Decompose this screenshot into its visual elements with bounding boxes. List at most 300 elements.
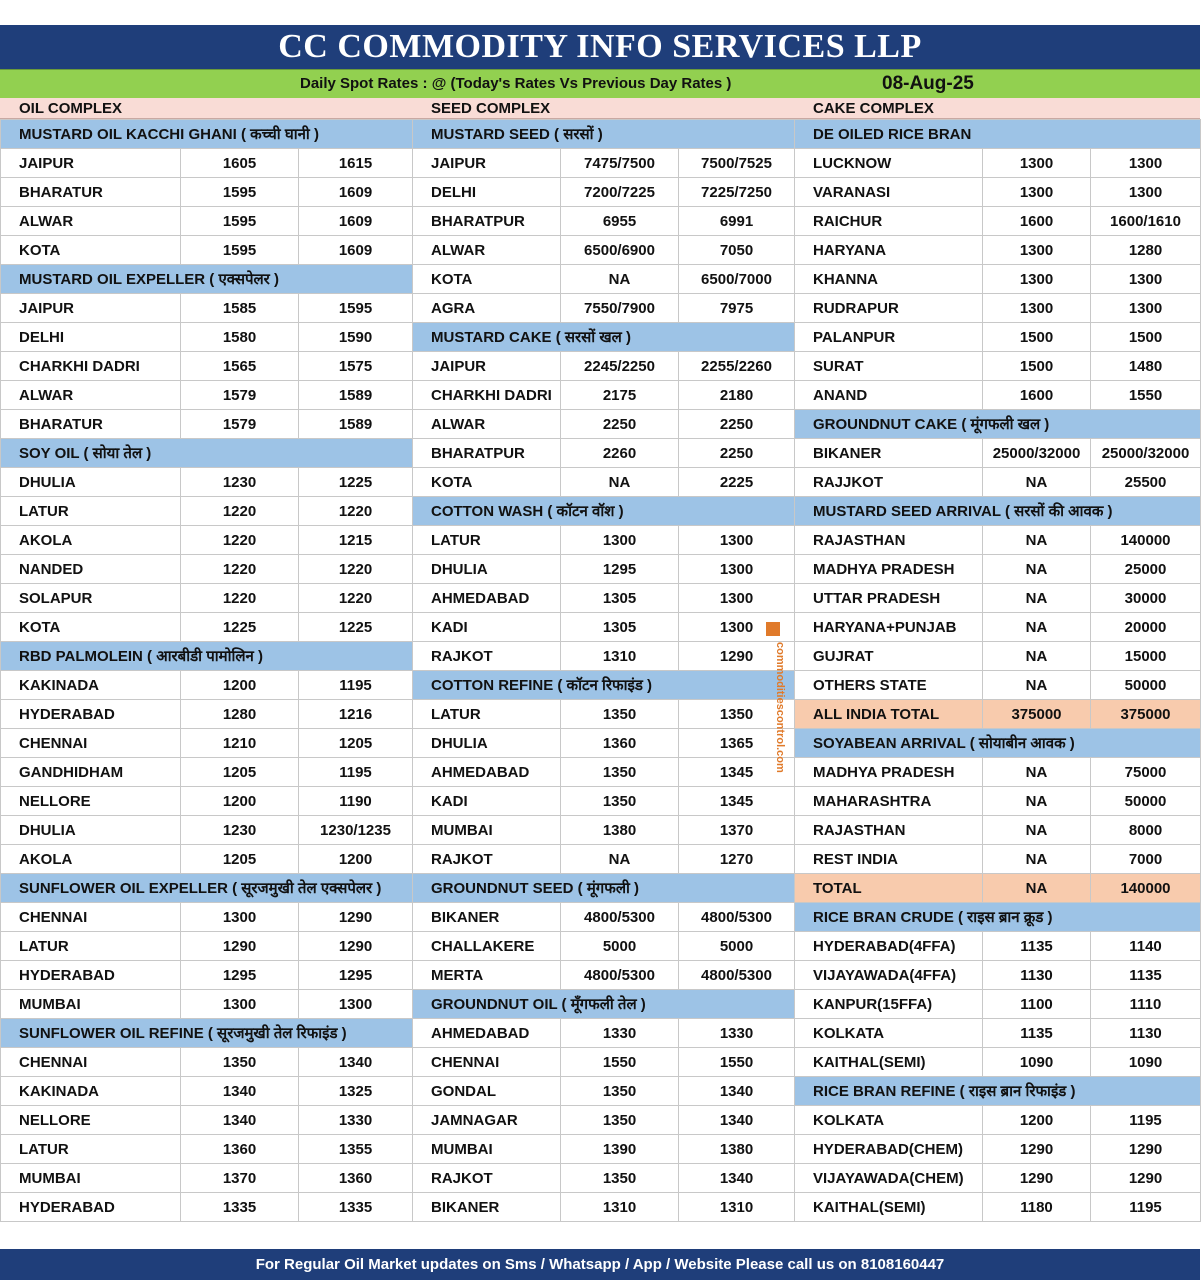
previous-rate-cell: 1290 xyxy=(299,903,413,932)
location-cell: KHANNA xyxy=(795,265,983,294)
previous-rate-cell: 6991 xyxy=(679,207,795,236)
today-rate-cell: 1340 xyxy=(181,1106,299,1135)
previous-rate-cell: 1310 xyxy=(679,1193,795,1222)
today-rate-cell: 1330 xyxy=(561,1019,679,1048)
section-header-row xyxy=(795,497,1201,526)
table-row xyxy=(795,787,1201,816)
section-header-row xyxy=(413,497,795,526)
previous-rate-cell: 1340 xyxy=(679,1164,795,1193)
location-cell: LATUR xyxy=(1,932,181,961)
today-rate-cell: 1550 xyxy=(561,1048,679,1077)
previous-rate-cell: 1140 xyxy=(1091,932,1201,961)
table-row xyxy=(1,845,413,874)
previous-rate-cell: 1595 xyxy=(299,294,413,323)
table-row xyxy=(1,729,413,758)
today-rate-cell: 1600 xyxy=(983,207,1091,236)
location-cell: NELLORE xyxy=(1,1106,181,1135)
cake-complex-table xyxy=(794,119,1201,1222)
today-rate-cell: 25000/32000 xyxy=(983,439,1091,468)
section-header-row xyxy=(795,729,1201,758)
previous-rate-cell: 1609 xyxy=(299,178,413,207)
today-rate-cell: 6955 xyxy=(561,207,679,236)
table-row xyxy=(413,903,795,932)
location-cell: KAITHAL(SEMI) xyxy=(795,1048,983,1077)
location-cell: ALL INDIA TOTAL xyxy=(795,700,983,729)
table-row xyxy=(1,410,413,439)
section-header-row xyxy=(1,265,413,294)
today-rate-cell: 1310 xyxy=(561,1193,679,1222)
today-rate-cell: 1295 xyxy=(561,555,679,584)
location-cell: JAIPUR xyxy=(1,294,181,323)
previous-rate-cell: 4800/5300 xyxy=(679,903,795,932)
previous-rate-cell: 1575 xyxy=(299,352,413,381)
table-row xyxy=(413,1164,795,1193)
previous-rate-cell: 1230/1235 xyxy=(299,816,413,845)
previous-rate-cell: 7000 xyxy=(1091,845,1201,874)
location-cell: UTTAR PRADESH xyxy=(795,584,983,613)
location-cell: KOLKATA xyxy=(795,1106,983,1135)
location-cell: JAIPUR xyxy=(413,352,561,381)
location-cell: VIJAYAWADA(CHEM) xyxy=(795,1164,983,1193)
section-header-row xyxy=(1,642,413,671)
today-rate-cell: 1130 xyxy=(983,961,1091,990)
today-rate-cell: 1350 xyxy=(561,758,679,787)
location-cell: RAJKOT xyxy=(413,642,561,671)
location-cell: BHARATPUR xyxy=(413,439,561,468)
today-rate-cell: 1585 xyxy=(181,294,299,323)
location-cell: HYDERABAD(CHEM) xyxy=(795,1135,983,1164)
table-row xyxy=(1,294,413,323)
table-row xyxy=(1,671,413,700)
previous-rate-cell: 20000 xyxy=(1091,613,1201,642)
section-header-row xyxy=(1,1019,413,1048)
location-cell: HYDERABAD xyxy=(1,961,181,990)
today-rate-cell: 1200 xyxy=(181,787,299,816)
location-cell: DHULIA xyxy=(413,555,561,584)
today-rate-cell: NA xyxy=(983,584,1091,613)
location-cell: PALANPUR xyxy=(795,323,983,352)
today-rate-cell: 7550/7900 xyxy=(561,294,679,323)
today-rate-cell: NA xyxy=(983,758,1091,787)
footer-contact: For Regular Oil Market updates on Sms / Whatsapp / App / Website Please call us on 8108160447 xyxy=(0,1249,1200,1280)
seed-complex-heading: SEED COMPLEX xyxy=(412,98,794,119)
table-row xyxy=(413,816,795,845)
previous-rate-cell: 1355 xyxy=(299,1135,413,1164)
previous-rate-cell: 7050 xyxy=(679,236,795,265)
previous-rate-cell: 140000 xyxy=(1091,874,1201,903)
location-cell: VIJAYAWADA(4FFA) xyxy=(795,961,983,990)
today-rate-cell: NA xyxy=(983,787,1091,816)
table-row xyxy=(1,236,413,265)
table-row xyxy=(413,178,795,207)
today-rate-cell: 1300 xyxy=(983,149,1091,178)
table-row xyxy=(795,207,1201,236)
previous-rate-cell: 1365 xyxy=(679,729,795,758)
table-row xyxy=(1,1193,413,1222)
table-row xyxy=(1,613,413,642)
watermark-text: commoditiescontrol.com xyxy=(774,642,786,773)
previous-rate-cell: 1295 xyxy=(299,961,413,990)
previous-rate-cell: 15000 xyxy=(1091,642,1201,671)
rates-description: Daily Spot Rates : @ (Today's Rates Vs Previous Day Rates ) xyxy=(300,75,732,92)
table-row xyxy=(795,526,1201,555)
location-cell: RAJASTHAN xyxy=(795,816,983,845)
today-rate-cell: 1220 xyxy=(181,497,299,526)
location-cell: LATUR xyxy=(413,526,561,555)
previous-rate-cell: 1290 xyxy=(299,932,413,961)
table-row xyxy=(795,932,1201,961)
previous-rate-cell: 1550 xyxy=(679,1048,795,1077)
location-cell: RAICHUR xyxy=(795,207,983,236)
location-cell: KANPUR(15FFA) xyxy=(795,990,983,1019)
report-date: 08-Aug-25 xyxy=(882,73,974,94)
table-row xyxy=(795,671,1201,700)
table-row xyxy=(1,1164,413,1193)
table-row xyxy=(413,381,795,410)
previous-rate-cell: 1609 xyxy=(299,207,413,236)
today-rate-cell: 1595 xyxy=(181,178,299,207)
previous-rate-cell: 1589 xyxy=(299,410,413,439)
today-rate-cell: 1579 xyxy=(181,410,299,439)
location-cell: RAJASTHAN xyxy=(795,526,983,555)
location-cell: KADI xyxy=(413,613,561,642)
today-rate-cell: 6500/6900 xyxy=(561,236,679,265)
seed-complex-table xyxy=(412,119,795,1222)
previous-rate-cell: 8000 xyxy=(1091,816,1201,845)
section-header-row xyxy=(1,439,413,468)
today-rate-cell: 1230 xyxy=(181,816,299,845)
location-cell: KOLKATA xyxy=(795,1019,983,1048)
today-rate-cell: 7475/7500 xyxy=(561,149,679,178)
table-row xyxy=(1,584,413,613)
location-cell: MADHYA PRADESH xyxy=(795,758,983,787)
today-rate-cell: 1220 xyxy=(181,555,299,584)
today-rate-cell: 1360 xyxy=(181,1135,299,1164)
section-header-row xyxy=(795,410,1201,439)
today-rate-cell: 1310 xyxy=(561,642,679,671)
section-title: SOY OIL ( सोया तेल ) xyxy=(1,439,413,468)
today-rate-cell: NA xyxy=(983,468,1091,497)
table-row xyxy=(413,236,795,265)
previous-rate-cell: 1220 xyxy=(299,555,413,584)
section-title: SUNFLOWER OIL REFINE ( सूरजमुखी तेल रिफाइंड ) xyxy=(1,1019,413,1048)
today-rate-cell: 1230 xyxy=(181,468,299,497)
previous-rate-cell: 1290 xyxy=(1091,1135,1201,1164)
seed-complex-column xyxy=(412,98,794,1222)
today-rate-cell: 1100 xyxy=(983,990,1091,1019)
previous-rate-cell: 1300 xyxy=(1091,294,1201,323)
today-rate-cell: 1300 xyxy=(983,178,1091,207)
today-rate-cell: NA xyxy=(983,613,1091,642)
location-cell: KADI xyxy=(413,787,561,816)
today-rate-cell: 375000 xyxy=(983,700,1091,729)
table-row xyxy=(413,787,795,816)
previous-rate-cell: 1350 xyxy=(679,700,795,729)
previous-rate-cell: 7975 xyxy=(679,294,795,323)
previous-rate-cell: 1110 xyxy=(1091,990,1201,1019)
today-rate-cell: 1200 xyxy=(983,1106,1091,1135)
location-cell: AGRA xyxy=(413,294,561,323)
today-rate-cell: 2245/2250 xyxy=(561,352,679,381)
location-cell: LUCKNOW xyxy=(795,149,983,178)
section-header-row xyxy=(413,671,795,700)
location-cell: DELHI xyxy=(1,323,181,352)
previous-rate-cell: 1300 xyxy=(679,584,795,613)
previous-rate-cell: 1500 xyxy=(1091,323,1201,352)
location-cell: KOTA xyxy=(1,613,181,642)
table-row xyxy=(1,149,413,178)
today-rate-cell: NA xyxy=(983,874,1091,903)
today-rate-cell: 4800/5300 xyxy=(561,961,679,990)
previous-rate-cell: 1360 xyxy=(299,1164,413,1193)
previous-rate-cell: 140000 xyxy=(1091,526,1201,555)
section-title: GROUNDNUT OIL ( मूँगफली तेल ) xyxy=(413,990,795,1019)
today-rate-cell: 2260 xyxy=(561,439,679,468)
previous-rate-cell: 1290 xyxy=(1091,1164,1201,1193)
today-rate-cell: 1350 xyxy=(561,700,679,729)
location-cell: DHULIA xyxy=(413,729,561,758)
table-row xyxy=(795,961,1201,990)
table-row xyxy=(413,700,795,729)
previous-rate-cell: 1205 xyxy=(299,729,413,758)
previous-rate-cell: 75000 xyxy=(1091,758,1201,787)
today-rate-cell: 1090 xyxy=(983,1048,1091,1077)
today-rate-cell: 1220 xyxy=(181,526,299,555)
previous-rate-cell: 1300 xyxy=(1091,149,1201,178)
previous-rate-cell: 1225 xyxy=(299,613,413,642)
previous-rate-cell: 1330 xyxy=(679,1019,795,1048)
table-row xyxy=(795,1164,1201,1193)
today-rate-cell: 1380 xyxy=(561,816,679,845)
location-cell: GONDAL xyxy=(413,1077,561,1106)
location-cell: SOLAPUR xyxy=(1,584,181,613)
today-rate-cell: 5000 xyxy=(561,932,679,961)
table-row xyxy=(1,700,413,729)
previous-rate-cell: 1300 xyxy=(679,613,795,642)
location-cell: MERTA xyxy=(413,961,561,990)
section-title: MUSTARD SEED ARRIVAL ( सरसों की आवक ) xyxy=(795,497,1201,526)
table-row xyxy=(795,468,1201,497)
previous-rate-cell: 1280 xyxy=(1091,236,1201,265)
location-cell: CHENNAI xyxy=(1,903,181,932)
location-cell: BIKANER xyxy=(795,439,983,468)
location-cell: HYDERABAD(4FFA) xyxy=(795,932,983,961)
today-rate-cell: 1135 xyxy=(983,1019,1091,1048)
table-row xyxy=(413,149,795,178)
location-cell: REST INDIA xyxy=(795,845,983,874)
today-rate-cell: 1290 xyxy=(983,1135,1091,1164)
location-cell: NANDED xyxy=(1,555,181,584)
location-cell: KOTA xyxy=(1,236,181,265)
section-header-row xyxy=(413,323,795,352)
section-title: RBD PALMOLEIN ( आरबीडी पामोलिन ) xyxy=(1,642,413,671)
today-rate-cell: NA xyxy=(561,468,679,497)
table-row xyxy=(413,1135,795,1164)
section-title: COTTON WASH ( कॉटन वॉश ) xyxy=(413,497,795,526)
today-rate-cell: 1280 xyxy=(181,700,299,729)
previous-rate-cell: 1200 xyxy=(299,845,413,874)
table-row xyxy=(1,323,413,352)
table-row xyxy=(795,178,1201,207)
previous-rate-cell: 1300 xyxy=(679,526,795,555)
table-row xyxy=(1,932,413,961)
table-row xyxy=(795,323,1201,352)
previous-rate-cell: 1590 xyxy=(299,323,413,352)
today-rate-cell: 1205 xyxy=(181,845,299,874)
location-cell: DELHI xyxy=(413,178,561,207)
today-rate-cell: 1300 xyxy=(561,526,679,555)
section-header-row xyxy=(795,1077,1201,1106)
location-cell: CHARKHI DADRI xyxy=(413,381,561,410)
today-rate-cell: 1335 xyxy=(181,1193,299,1222)
table-row xyxy=(1,526,413,555)
table-row xyxy=(795,613,1201,642)
table-row xyxy=(1,497,413,526)
today-rate-cell: 2175 xyxy=(561,381,679,410)
section-header-row xyxy=(413,874,795,903)
total-row xyxy=(795,700,1201,729)
table-row xyxy=(795,149,1201,178)
section-title: MUSTARD SEED ( सरसों ) xyxy=(413,120,795,149)
location-cell: LATUR xyxy=(1,1135,181,1164)
previous-rate-cell: 50000 xyxy=(1091,671,1201,700)
today-rate-cell: NA xyxy=(983,526,1091,555)
location-cell: ALWAR xyxy=(1,207,181,236)
previous-rate-cell: 1190 xyxy=(299,787,413,816)
today-rate-cell: 1565 xyxy=(181,352,299,381)
location-cell: MADHYA PRADESH xyxy=(795,555,983,584)
section-title: MUSTARD OIL EXPELLER ( एक्सपेलर ) xyxy=(1,265,413,294)
table-row xyxy=(413,526,795,555)
location-cell: JAIPUR xyxy=(1,149,181,178)
location-cell: GUJRAT xyxy=(795,642,983,671)
today-rate-cell: 1135 xyxy=(983,932,1091,961)
location-cell: MUMBAI xyxy=(413,816,561,845)
previous-rate-cell: 1300 xyxy=(1091,178,1201,207)
location-cell: BHARATUR xyxy=(1,178,181,207)
table-row xyxy=(1,352,413,381)
location-cell: JAIPUR xyxy=(413,149,561,178)
previous-rate-cell: 375000 xyxy=(1091,700,1201,729)
previous-rate-cell: 1589 xyxy=(299,381,413,410)
table-row xyxy=(1,903,413,932)
table-row xyxy=(413,1019,795,1048)
location-cell: HYDERABAD xyxy=(1,1193,181,1222)
previous-rate-cell: 2180 xyxy=(679,381,795,410)
table-row xyxy=(795,758,1201,787)
section-title: COTTON REFINE ( कॉटन रिफाइंड ) xyxy=(413,671,795,700)
previous-rate-cell: 2225 xyxy=(679,468,795,497)
section-header-row xyxy=(795,120,1201,149)
today-rate-cell: 1350 xyxy=(561,1106,679,1135)
today-rate-cell: 1300 xyxy=(983,294,1091,323)
today-rate-cell: 1370 xyxy=(181,1164,299,1193)
today-rate-cell: 1605 xyxy=(181,149,299,178)
table-row xyxy=(413,294,795,323)
today-rate-cell: 1200 xyxy=(181,671,299,700)
table-row xyxy=(795,381,1201,410)
today-rate-cell: NA xyxy=(983,671,1091,700)
previous-rate-cell: 1270 xyxy=(679,845,795,874)
table-row xyxy=(413,439,795,468)
location-cell: GANDHIDHAM xyxy=(1,758,181,787)
today-rate-cell: NA xyxy=(983,642,1091,671)
section-title: SUNFLOWER OIL EXPELLER ( सूरजमुखी तेल एक्सपेलर ) xyxy=(1,874,413,903)
table-row xyxy=(1,961,413,990)
table-row xyxy=(795,642,1201,671)
section-header-row xyxy=(1,874,413,903)
location-cell: HARYANA xyxy=(795,236,983,265)
previous-rate-cell: 1340 xyxy=(679,1106,795,1135)
table-row xyxy=(795,816,1201,845)
table-row xyxy=(413,1048,795,1077)
today-rate-cell: 1300 xyxy=(181,990,299,1019)
section-title: MUSTARD CAKE ( सरसों खल ) xyxy=(413,323,795,352)
today-rate-cell: 1390 xyxy=(561,1135,679,1164)
previous-rate-cell: 1220 xyxy=(299,584,413,613)
today-rate-cell: 1500 xyxy=(983,323,1091,352)
table-row xyxy=(795,265,1201,294)
previous-rate-cell: 6500/7000 xyxy=(679,265,795,294)
location-cell: BIKANER xyxy=(413,903,561,932)
table-row xyxy=(1,178,413,207)
today-rate-cell: 1595 xyxy=(181,207,299,236)
total-row xyxy=(795,874,1201,903)
cake-complex-heading: CAKE COMPLEX xyxy=(794,98,1200,119)
section-header-row xyxy=(413,120,795,149)
previous-rate-cell: 1216 xyxy=(299,700,413,729)
today-rate-cell: NA xyxy=(983,816,1091,845)
table-row xyxy=(795,439,1201,468)
previous-rate-cell: 1215 xyxy=(299,526,413,555)
previous-rate-cell: 1330 xyxy=(299,1106,413,1135)
today-rate-cell: 1290 xyxy=(181,932,299,961)
table-row xyxy=(413,584,795,613)
today-rate-cell: 1600 xyxy=(983,381,1091,410)
section-title: RICE BRAN REFINE ( राइस ब्रान रिफाइंड ) xyxy=(795,1077,1201,1106)
table-row xyxy=(413,932,795,961)
location-cell: ALWAR xyxy=(1,381,181,410)
table-row xyxy=(413,207,795,236)
location-cell: BIKANER xyxy=(413,1193,561,1222)
location-cell: SURAT xyxy=(795,352,983,381)
location-cell: RAJKOT xyxy=(413,1164,561,1193)
location-cell: AKOLA xyxy=(1,526,181,555)
previous-rate-cell: 1225 xyxy=(299,468,413,497)
table-row xyxy=(413,729,795,758)
location-cell: VARANASI xyxy=(795,178,983,207)
table-row xyxy=(413,961,795,990)
today-rate-cell: 1350 xyxy=(181,1048,299,1077)
table-row xyxy=(795,1048,1201,1077)
watermark-logo xyxy=(762,618,784,818)
previous-rate-cell: 1615 xyxy=(299,149,413,178)
table-row xyxy=(413,613,795,642)
previous-rate-cell: 1195 xyxy=(299,671,413,700)
section-title: RICE BRAN CRUDE ( राइस ब्रान क्रूड ) xyxy=(795,903,1201,932)
table-row xyxy=(1,816,413,845)
previous-rate-cell: 7225/7250 xyxy=(679,178,795,207)
today-rate-cell: 1350 xyxy=(561,1164,679,1193)
today-rate-cell: 1350 xyxy=(561,1077,679,1106)
previous-rate-cell: 7500/7525 xyxy=(679,149,795,178)
table-row xyxy=(413,1193,795,1222)
today-rate-cell: 4800/5300 xyxy=(561,903,679,932)
previous-rate-cell: 2250 xyxy=(679,410,795,439)
previous-rate-cell: 4800/5300 xyxy=(679,961,795,990)
previous-rate-cell: 1335 xyxy=(299,1193,413,1222)
today-rate-cell: 1580 xyxy=(181,323,299,352)
